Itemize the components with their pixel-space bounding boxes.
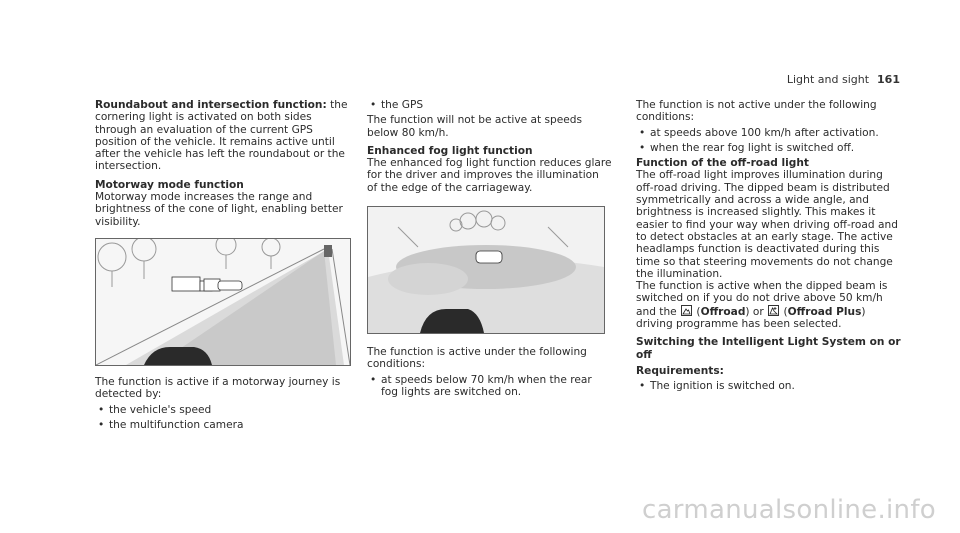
- offroad-text: The off-road light improves illumination during off-road driving. The dipped beam is distributed symmetrically and across a wide angle, and brightness is increased slightly. This makes it easier to find your way when driving off-road and to detect obstacles at an early stage. The active headlamps function is deactivated during this time so that steering movements do not change the illumination.: [636, 169, 898, 280]
- mode-offroad-plus: Offroad Plus: [787, 305, 862, 318]
- fog-active-text: The function is active under the following conditions:: [367, 346, 587, 371]
- fog-conditions-list: [367, 374, 612, 399]
- column-2: [367, 99, 612, 401]
- offroad-plus-icon: [768, 305, 779, 316]
- page-number: 161: [877, 73, 900, 86]
- list-item: • when the rear fog light is switched off.: [636, 142, 901, 154]
- or-text: or: [749, 305, 768, 318]
- motorway-text: Motorway mode increases the range and brightness of the cone of light, enabling better visibility.: [95, 191, 343, 228]
- speed-text: The function will not be active at speeds below 80 km/h.: [367, 114, 583, 139]
- list-item: • at speeds above 100 km/h after activation.: [636, 127, 901, 139]
- roundabout-text: the cornering light is activated on both sides through an evaluation of the current GPS position of the vehicle. It remains active until after the vehicle has left the roundabout or the intersection.: [95, 99, 348, 173]
- watermark: carmanualsonline.info: [641, 495, 936, 525]
- active-detection-text: The function is active if a motorway journey is detected by:: [95, 375, 341, 401]
- column-3: [636, 99, 901, 396]
- motorway-illustration: [95, 238, 351, 366]
- list-item: • at speeds below 70 km/h when the rear fog lights are switched on.: [367, 374, 612, 399]
- requirements-title: Requirements:: [636, 364, 724, 377]
- fog-light-illustration: [367, 206, 605, 334]
- dipped-beam-text: The function is active when the dipped beam is switched on if you do not drive above 50 km/h and the (Offroad) or (Offroad Plus) driving programme has been selected.: [636, 280, 888, 331]
- switching-title: Switching the Intelligent Light System on or off: [636, 336, 901, 361]
- mode-offroad: Offroad: [700, 305, 746, 318]
- page-header: [787, 73, 900, 86]
- requirements-list: [636, 380, 901, 392]
- dipped-pre: The function is active when the dipped beam is switched on if you do not drive above 50 km/h and the: [636, 280, 888, 318]
- detection-list-continued: [367, 99, 612, 111]
- roundabout-title: Roundabout and intersection function:: [95, 99, 327, 111]
- roundabout-paragraph: [95, 99, 350, 173]
- motorway-title: Motorway mode function: [95, 178, 244, 191]
- offroad-mountain-icon: [681, 305, 692, 316]
- fog-text: The enhanced fog light function reduces glare for the driver and improves the illumination of the edge of the carriageway.: [367, 157, 612, 194]
- list-item: • the multifunction camera: [95, 419, 350, 431]
- offroad-title: Function of the off-road light: [636, 157, 809, 170]
- list-item: • the GPS: [367, 99, 612, 111]
- detection-list: [95, 404, 350, 432]
- dipped-post: driving programme has been selected.: [636, 318, 842, 331]
- not-active-text: The function is not active under the following conditions:: [636, 99, 877, 124]
- column-1: [95, 99, 350, 434]
- fog-title: Enhanced fog light function: [367, 144, 533, 157]
- section-title: Light and sight: [786, 73, 870, 86]
- list-item: • the vehicle's speed: [95, 404, 350, 416]
- list-item: • The ignition is switched on.: [636, 380, 901, 392]
- not-active-list: [636, 127, 901, 155]
